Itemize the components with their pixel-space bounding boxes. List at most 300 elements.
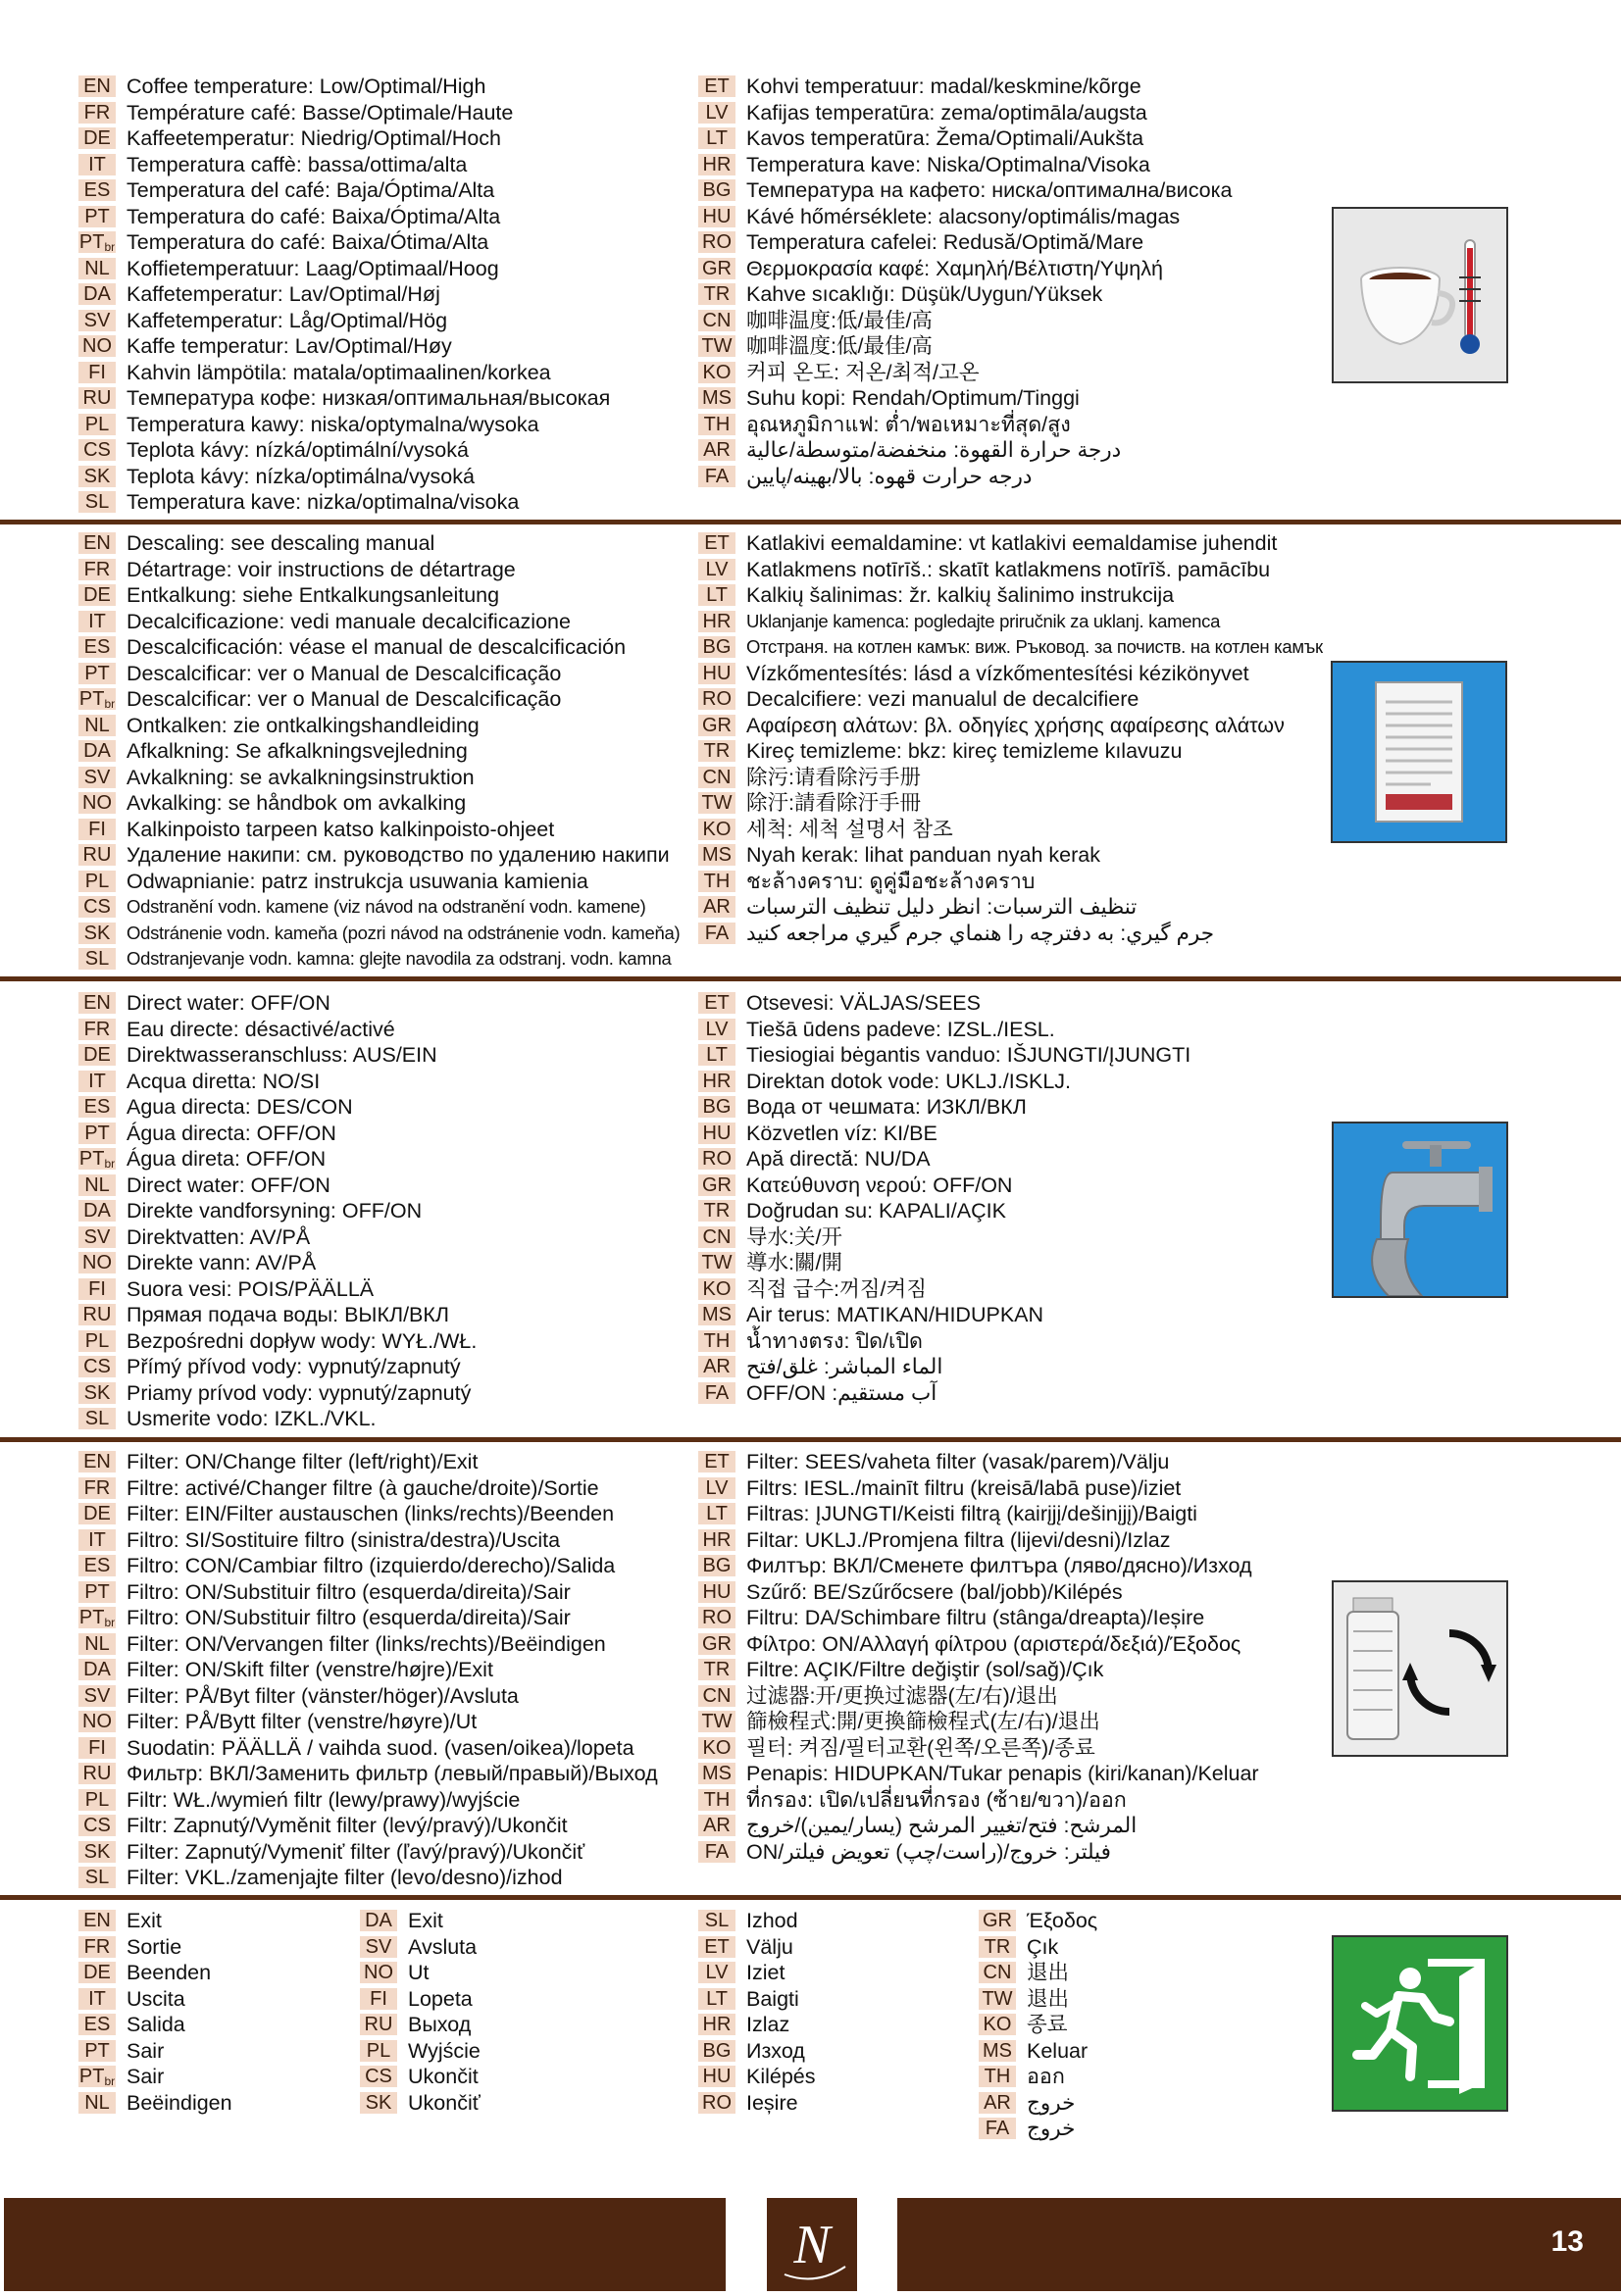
language-row — [698, 1761, 1259, 1787]
language-text: Удаление накипи: см. руководство по удалению накипи — [127, 843, 670, 868]
language-text: Фильтр: ВКЛ/Заменить фильтр (левый/правый)/Выход — [127, 1762, 658, 1786]
language-text: Suhu kopi: Rendah/Optimum/Tinggi — [746, 386, 1080, 411]
language-text: Descalcificación: véase el manual de descalcificación — [127, 635, 627, 660]
language-code-badge: IT — [78, 1529, 116, 1551]
language-row — [78, 661, 680, 687]
language-code-badge: RU — [78, 844, 116, 866]
language-text: Descaling: see descaling manual — [127, 531, 435, 556]
language-code-badge: IT — [78, 1988, 116, 2010]
language-code-badge: ET — [698, 532, 735, 554]
language-code-badge: KO — [698, 819, 735, 840]
language-text: Έξοδος — [1027, 1909, 1098, 1933]
language-text: Uklanjanje kamenca: pogledajte priručnik za uklanj. kamenca — [746, 610, 1221, 631]
language-column-right — [698, 990, 1190, 1406]
language-code-badge: TW — [698, 335, 735, 357]
language-row — [698, 360, 1232, 386]
language-code-badge: TH — [698, 1330, 735, 1352]
language-text: Kaffe temperatur: Lav/Optimal/Høy — [127, 334, 452, 359]
language-code-badge: ES — [78, 636, 116, 658]
language-text: Direkte vandforsyning: OFF/ON — [127, 1199, 423, 1223]
language-text: Teplota kávy: nízka/optimálna/vysoká — [127, 464, 475, 488]
language-row — [979, 1908, 1097, 1934]
language-code-badge: $PT_{br}$ — [78, 688, 116, 712]
language-text: Avsluta — [408, 1934, 478, 1959]
language-code-badge: NO — [78, 792, 116, 814]
language-row — [78, 1501, 658, 1527]
language-row — [360, 1986, 481, 2013]
language-row — [78, 634, 680, 661]
language-text: Filter: VKL./zamenjajte filter (levo/desno)/izhod — [127, 1866, 563, 1890]
language-row — [78, 100, 610, 126]
language-text: Θερμοκρασία καφέ: Χαμηλή/Βέλτιστη/Υψηλή — [746, 256, 1163, 280]
language-row — [698, 1094, 1190, 1121]
language-code-badge: HU — [698, 2066, 735, 2087]
language-text: Tiesiogiai bėgantis vanduo: IŠJUNGTI/ĮJUNGTI — [746, 1043, 1191, 1068]
language-row — [78, 609, 680, 635]
language-text: Filter: SEES/vaheta filter (vasak/parem)/Välju — [746, 1450, 1170, 1474]
language-code-badge: SL — [78, 1867, 116, 1888]
language-row — [698, 894, 1323, 921]
language-text: Direktwasseranschluss: AUS/EIN — [127, 1043, 437, 1068]
language-row — [979, 2116, 1097, 2142]
language-text: Filtre: activé/Changer filtre (à gauche/droite)/Sortie — [127, 1475, 599, 1500]
language-row — [698, 1631, 1259, 1658]
language-text: Koffietemperatuur: Laag/Optimaal/Hoog — [127, 256, 499, 280]
language-text: Salida — [127, 2013, 185, 2037]
language-text: 세척: 세척 설명서 참조 — [746, 817, 953, 841]
language-text: Filtro: SI/Sostituire filtro (sinistra/destra)/Uscita — [127, 1527, 561, 1552]
exit-column-4 — [979, 1908, 1097, 2142]
language-code-badge: $PT_{br}$ — [78, 1148, 116, 1172]
language-row — [78, 152, 610, 178]
language-row — [78, 204, 610, 230]
section-divider — [0, 520, 1621, 524]
language-text: Afkalkning: Se afkalkningsvejledning — [127, 739, 468, 764]
language-text: Tiešā ūdens padeve: IZSL./IESL. — [746, 1017, 1055, 1041]
language-code-badge: ET — [698, 992, 735, 1014]
language-column-right — [698, 74, 1232, 489]
language-code-badge: GR — [698, 715, 735, 736]
language-row — [78, 713, 680, 739]
language-row — [698, 1173, 1190, 1199]
language-code-badge: HR — [698, 1529, 735, 1551]
language-row — [360, 2038, 481, 2065]
language-code-badge: HR — [698, 611, 735, 632]
language-code-badge: HU — [698, 1123, 735, 1144]
section-coffee-temperature — [0, 74, 1621, 520]
language-code-badge: SK — [78, 923, 116, 944]
language-code-badge: PT — [78, 1123, 116, 1144]
language-row — [78, 790, 680, 817]
section-filter — [0, 1449, 1621, 1895]
language-text: Suora vesi: POIS/PÄÄLLÄ — [127, 1276, 375, 1301]
exit-column-1 — [78, 1908, 232, 2116]
language-code-badge: CS — [78, 1815, 116, 1836]
language-row — [698, 1579, 1259, 1606]
language-row — [698, 1354, 1190, 1380]
language-text: Katlakmens notīrīš.: skatīt katlakmens notīrīš. pamācību — [746, 557, 1271, 581]
language-text: فيلتر: خروج/(راست/چپ) تعويض فيلتر/ON — [746, 1839, 1111, 1864]
language-code-badge: TR — [698, 1659, 735, 1680]
language-row — [698, 790, 1323, 817]
language-code-badge: FR — [78, 559, 116, 580]
language-text: Kaffetemperatur: Låg/Optimal/Hög — [127, 308, 448, 332]
language-text: 篩檢程式:開/更換篩檢程式(左/右)/退出 — [746, 1710, 1100, 1734]
language-code-badge: LV — [698, 102, 735, 124]
language-code-badge: HU — [698, 206, 735, 227]
language-row — [78, 1146, 477, 1173]
language-row — [78, 1709, 658, 1735]
water-tap-icon — [1332, 1122, 1508, 1298]
coffee-temperature-icon — [1332, 207, 1508, 383]
language-code-badge: ET — [698, 1936, 735, 1958]
language-code-badge: NO — [78, 1252, 116, 1273]
language-text: Szűrő: BE/Szűrőcsere (bal/jobb)/Kilépés — [746, 1579, 1123, 1604]
language-row — [698, 1709, 1259, 1735]
language-row — [78, 1631, 658, 1658]
language-row — [698, 385, 1232, 412]
language-row — [698, 817, 1323, 843]
language-row — [78, 1094, 477, 1121]
language-code-badge: NO — [78, 335, 116, 357]
language-code-badge: CN — [698, 767, 735, 788]
language-text: تنظيف الترسبات: انظر دليل تنظيف الترسبات — [746, 895, 1138, 920]
language-text: خروج — [1027, 2090, 1076, 2115]
language-code-badge: DA — [78, 740, 116, 762]
language-code-badge: DA — [78, 1659, 116, 1680]
svg-text:N: N — [793, 2215, 831, 2275]
language-code-badge: TH — [698, 871, 735, 892]
language-code-badge: PT — [78, 1581, 116, 1603]
language-text: Αφαίρεση αλάτων: βλ. οδηγίες χρήσης αφαίρεσης αλάτων — [746, 713, 1285, 737]
language-text: Priamy prívod vody: vypnutý/zapnutý — [127, 1380, 472, 1405]
language-text: Descalcificar: ver o Manual de Descalcificação — [127, 661, 562, 685]
language-text: Ieșire — [746, 2090, 798, 2115]
language-code-badge: HR — [698, 1071, 735, 1092]
language-text: Apă directă: NU/DA — [746, 1147, 931, 1172]
language-code-badge: FA — [698, 923, 735, 944]
language-text: Filtr: Zapnutý/Vyměnit filter (levý/pravý)/Ukončit — [127, 1814, 568, 1838]
language-row — [698, 582, 1323, 609]
exit-column-3 — [698, 1908, 816, 2116]
language-text: Kaffetemperatur: Lav/Optimal/Høj — [127, 282, 440, 307]
language-text: Отстраня. на котлен камък: виж. Ръковод. за почиств. на котлен камък — [746, 636, 1323, 658]
language-code-badge: EN — [78, 1451, 116, 1472]
language-row — [698, 437, 1232, 464]
language-text: Iziet — [746, 1961, 785, 1985]
language-text: Sortie — [127, 1934, 182, 1959]
language-row — [78, 1250, 477, 1276]
language-code-badge: $PT_{br}$ — [78, 2066, 116, 2089]
language-row — [698, 713, 1323, 739]
language-text: Sair — [127, 2038, 165, 2063]
footer-bar-right — [897, 2198, 1621, 2291]
language-code-badge: NL — [78, 1633, 116, 1655]
language-code-badge: FR — [78, 1936, 116, 1958]
language-row — [698, 412, 1232, 438]
language-row — [698, 1501, 1259, 1527]
language-row — [698, 152, 1232, 178]
language-row — [698, 1449, 1259, 1475]
language-row — [78, 1276, 477, 1303]
language-text: Odstranění vodn. kamene (viz návod na odstranění vodn. kamene) — [127, 896, 646, 918]
language-code-badge: TR — [979, 1936, 1016, 1958]
language-row — [78, 1328, 477, 1355]
language-row — [78, 333, 610, 360]
language-row — [78, 1683, 658, 1710]
language-text: Exit — [127, 1909, 162, 1933]
language-text: 过滤器:开/更换过滤器(左/右)/退出 — [746, 1683, 1058, 1708]
language-code-badge: PL — [78, 1330, 116, 1352]
section-divider — [0, 1437, 1621, 1442]
language-code-badge: CN — [698, 1226, 735, 1248]
language-code-badge: FI — [78, 1737, 116, 1759]
language-code-badge: CS — [78, 896, 116, 918]
language-row — [78, 385, 610, 412]
language-row — [979, 2012, 1097, 2038]
language-code-badge: AR — [698, 1815, 735, 1836]
language-text: ออก — [1027, 2065, 1065, 2089]
language-row — [698, 921, 1323, 947]
language-code-badge: GR — [698, 1633, 735, 1655]
language-row — [78, 1224, 477, 1251]
language-code-badge: NO — [360, 1962, 397, 1983]
language-text: Keluar — [1027, 2038, 1089, 2063]
footer-bar-left — [4, 2198, 726, 2291]
language-row — [698, 1042, 1190, 1069]
language-text: درجه حرارت قهوه: بالا/بهینه/پایین — [746, 464, 1033, 488]
language-code-badge: HU — [698, 1581, 735, 1603]
language-code-badge: FR — [78, 1477, 116, 1499]
language-row — [698, 1250, 1190, 1276]
language-row — [360, 2090, 481, 2117]
language-text: Beenden — [127, 1961, 212, 1985]
language-text: Filtru: DA/Schimbare filtru (stânga/dreapta)/Ieșire — [746, 1606, 1205, 1630]
language-text: Izlaz — [746, 2013, 790, 2037]
language-text: Air terus: MATIKAN/HIDUPKAN — [746, 1303, 1044, 1327]
language-text: Lopeta — [408, 1986, 473, 2011]
language-code-badge: TW — [698, 1711, 735, 1732]
language-code-badge: BG — [698, 2040, 735, 2062]
language-code-badge: TW — [698, 792, 735, 814]
language-row — [78, 1657, 658, 1683]
language-code-badge: TH — [698, 414, 735, 435]
language-row — [78, 1121, 477, 1147]
language-code-badge: NL — [78, 258, 116, 279]
language-row — [78, 1605, 658, 1631]
language-row — [979, 1960, 1097, 1986]
language-text: ชะล้างคราบ: ดูคู่มือชะล้างคราบ — [746, 869, 1036, 893]
language-code-badge: PT — [78, 663, 116, 684]
language-code-badge: LT — [698, 1503, 735, 1524]
language-row — [698, 2090, 816, 2117]
language-row — [78, 990, 477, 1017]
language-row — [698, 1934, 816, 1961]
language-text: Filter: Zapnutý/Vymeniť filter (ľavý/pravý)/Ukončiť — [127, 1839, 585, 1864]
language-code-badge: CN — [979, 1962, 1016, 1983]
language-text: Κατεύθυνση νερού: OFF/ON — [746, 1173, 1013, 1197]
language-code-badge: $PT_{br}$ — [78, 1607, 116, 1630]
language-code-badge: DE — [78, 1503, 116, 1524]
language-row — [78, 582, 680, 609]
language-text: Temperatura kave: nizka/optimalna/visoka — [127, 490, 520, 515]
language-code-badge: DE — [78, 127, 116, 149]
language-code-badge: BG — [698, 179, 735, 201]
language-code-badge: SK — [78, 466, 116, 487]
language-row — [78, 1380, 477, 1407]
language-code-badge: MS — [698, 387, 735, 409]
language-code-badge: KO — [979, 2014, 1016, 2035]
language-row — [78, 1908, 232, 1934]
language-row — [78, 1017, 477, 1043]
exit-column-2 — [360, 1908, 481, 2116]
language-code-badge: IT — [78, 611, 116, 632]
language-code-badge: HR — [698, 154, 735, 175]
language-code-badge: IT — [78, 154, 116, 175]
language-code-badge: LV — [698, 1962, 735, 1983]
language-code-badge: CS — [78, 439, 116, 461]
language-text: Avkalking: se håndbok om avkalking — [127, 791, 467, 816]
language-text: Выход — [408, 2013, 472, 2037]
language-code-badge: BG — [698, 1096, 735, 1118]
language-row — [78, 869, 680, 895]
language-row — [78, 1787, 658, 1814]
language-row — [360, 1960, 481, 1986]
language-text: Temperatura cafelei: Redusă/Optimă/Mare — [746, 230, 1144, 255]
language-code-badge: EN — [78, 992, 116, 1014]
language-row — [698, 1017, 1190, 1043]
language-text: Direkte vann: AV/PÅ — [127, 1251, 317, 1275]
language-row — [78, 1042, 477, 1069]
language-text: المرشح: فتح/تغيير المرشح (يسار/يمين)/خروج — [746, 1814, 1138, 1838]
language-text: Temperatura caffè: bassa/ottima/alta — [127, 152, 468, 176]
language-code-badge: PT — [78, 206, 116, 227]
language-row — [698, 1908, 816, 1934]
language-row — [78, 1986, 232, 2013]
language-code-badge: GR — [698, 1174, 735, 1196]
language-code-badge: PT — [78, 2040, 116, 2062]
language-row — [698, 281, 1232, 308]
language-text: Filter: PÅ/Bytt filter (venstre/høyre)/Ut — [127, 1710, 478, 1734]
language-text: Penapis: HIDUPKAN/Tukar penapis (kiri/kanan)/Keluar — [746, 1762, 1259, 1786]
language-text: 導水:關/開 — [746, 1251, 842, 1275]
language-row — [698, 530, 1323, 557]
language-row — [698, 1960, 816, 1986]
language-row — [698, 1121, 1190, 1147]
language-text: Изход — [746, 2038, 805, 2063]
language-code-badge: NL — [78, 1174, 116, 1196]
language-row — [78, 1449, 658, 1475]
language-row — [78, 1813, 658, 1839]
language-code-badge: LV — [698, 1477, 735, 1499]
language-row — [78, 686, 680, 713]
language-text: Filtar: UKLJ./Promjena filtra (lijevi/desni)/Izlaz — [746, 1527, 1171, 1552]
language-text: Прямая подача воды: ВЫКЛ/ВКЛ — [127, 1303, 450, 1327]
language-row — [78, 125, 610, 152]
language-row — [78, 1865, 658, 1891]
language-row — [78, 360, 610, 386]
language-code-badge: ES — [78, 1096, 116, 1118]
language-row — [698, 1146, 1190, 1173]
language-code-badge: FA — [979, 2118, 1016, 2139]
language-code-badge: RO — [698, 688, 735, 710]
language-code-badge: SL — [78, 948, 116, 970]
language-text: 직접 급수:꺼짐/켜짐 — [746, 1276, 928, 1301]
language-row — [698, 686, 1323, 713]
language-column-right — [698, 1449, 1259, 1865]
language-text: Filtrs: IESL./mainīt filtru (kreisā/labā puse)/iziet — [746, 1475, 1182, 1500]
language-row — [698, 1735, 1259, 1762]
language-text: Kalkių šalinimas: žr. kalkių šalinimo instrukcija — [746, 583, 1175, 608]
language-row — [78, 308, 610, 334]
language-text: Ut — [408, 1961, 430, 1985]
language-code-badge: EN — [78, 75, 116, 97]
language-code-badge: LT — [698, 1988, 735, 2010]
language-text: Doğrudan su: KAPALI/AÇIK — [746, 1199, 1006, 1223]
language-code-badge: SV — [78, 767, 116, 788]
language-text: 退出 — [1027, 1986, 1070, 2011]
language-text: Direktan dotok vode: UKLJ./ISKLJ. — [746, 1069, 1072, 1093]
language-row — [698, 333, 1232, 360]
language-code-badge: MS — [698, 1763, 735, 1784]
language-text: Çık — [1027, 1934, 1059, 1959]
language-row — [78, 1553, 658, 1579]
language-text: Kilépés — [746, 2065, 816, 2089]
language-row — [78, 842, 680, 869]
language-row — [979, 2038, 1097, 2065]
language-text: Sair — [127, 2065, 165, 2089]
language-code-badge: LT — [698, 127, 735, 149]
language-text: น้ำทางตรง: ปิด/เปิด — [746, 1328, 924, 1353]
language-row — [78, 1354, 477, 1380]
language-text: Közvetlen víz: KI/BE — [746, 1121, 937, 1145]
language-text: Kahvin lämpötila: matala/optimaalinen/korkea — [127, 360, 551, 384]
language-text: Vízkőmentesítés: lásd a vízkőmentesítési kézikönyvet — [746, 661, 1249, 685]
language-text: Kavos temperatūra: Žema/Optimali/Aukšta — [746, 126, 1144, 151]
language-code-badge: BG — [698, 636, 735, 658]
language-row — [698, 1683, 1259, 1710]
language-code-badge: SL — [698, 1910, 735, 1931]
language-code-badge: FI — [360, 1988, 397, 2010]
language-row — [698, 256, 1232, 282]
language-row — [78, 1579, 658, 1606]
language-code-badge: RO — [698, 1607, 735, 1628]
language-row — [698, 765, 1323, 791]
language-code-badge: RU — [78, 387, 116, 409]
language-row — [698, 308, 1232, 334]
language-text: آب مستقيم: OFF/ON — [746, 1380, 937, 1405]
language-text: Kafijas temperatūra: zema/optimāla/augsta — [746, 100, 1147, 125]
language-code-badge: AR — [698, 1356, 735, 1377]
language-text: 除污:请看除污手册 — [746, 765, 921, 789]
language-row — [698, 634, 1323, 661]
language-code-badge: AR — [698, 439, 735, 461]
language-row — [698, 1328, 1190, 1355]
language-row — [698, 1069, 1190, 1095]
language-text: الماء المباشر: غلق/فتح — [746, 1355, 943, 1379]
language-text: Температура на кафето: ниска/оптимална/висока — [746, 178, 1233, 203]
language-code-badge: TR — [698, 283, 735, 305]
language-code-badge: ES — [78, 1555, 116, 1576]
section-exit — [0, 1908, 1621, 2153]
language-code-badge: LV — [698, 1019, 735, 1040]
language-row — [78, 1839, 658, 1866]
language-text: Temperatura kave: Niska/Optimalna/Visoka — [746, 152, 1150, 176]
language-text: อุณหภูมิกาแฟ: ต่ำ/พอเหมาะที่สุด/สูง — [746, 412, 1071, 436]
language-code-badge: TR — [698, 740, 735, 762]
language-row — [78, 1069, 477, 1095]
language-text: Temperatura del café: Baja/Óptima/Alta — [127, 178, 495, 203]
